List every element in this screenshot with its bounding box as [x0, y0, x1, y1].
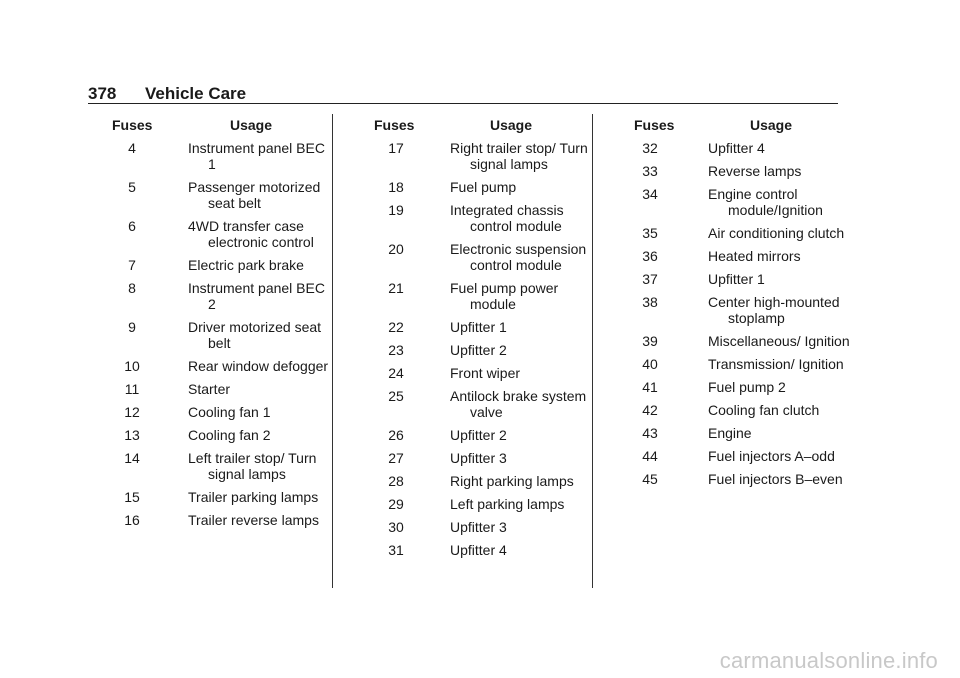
column-header — [112, 116, 328, 134]
fuse-usage: Reverse lamps — [708, 163, 802, 179]
fuse-number: 32 — [642, 140, 658, 156]
fuse-usage: Fuel injectors A–odd — [708, 448, 835, 464]
fuse-row — [634, 225, 854, 241]
fuse-row — [634, 471, 854, 487]
fuse-number: 5 — [128, 179, 136, 195]
fuse-row — [634, 163, 854, 179]
fuse-usage: Integrated chassis control module — [450, 202, 564, 234]
fuse-row — [634, 294, 854, 326]
fuse-usage: Fuel pump 2 — [708, 379, 786, 395]
fuse-row — [112, 218, 328, 250]
fuse-rows — [112, 140, 328, 528]
fuse-number: 39 — [642, 333, 658, 349]
fuse-row — [374, 319, 588, 335]
fuse-usage: Electronic suspension control module — [450, 241, 587, 273]
fuse-row — [112, 489, 328, 505]
fuse-number: 11 — [124, 381, 140, 397]
fuse-row — [634, 448, 854, 464]
watermark: carmanualsonline.info — [719, 648, 938, 673]
fuse-usage: Left trailer stop/ Turn signal lamps — [188, 450, 317, 482]
fuse-row — [374, 496, 588, 512]
fuse-number: 13 — [124, 427, 140, 443]
fuse-usage: Driver motorized seat belt — [188, 319, 322, 351]
fuse-number: 12 — [124, 404, 140, 420]
fuse-column-1 — [112, 116, 328, 535]
fuse-row — [112, 512, 328, 528]
fuse-row — [634, 271, 854, 287]
fuse-usage: Electric park brake — [188, 257, 304, 273]
fuse-rows — [634, 140, 854, 487]
fuse-number: 10 — [124, 358, 140, 374]
fuse-rows — [374, 140, 588, 558]
fuse-row — [112, 404, 328, 420]
fuse-usage: Transmission/ Ignition — [708, 356, 844, 372]
fuse-number: 38 — [642, 294, 658, 310]
fuse-row — [112, 427, 328, 443]
fuse-row — [374, 280, 588, 312]
fuse-usage: Passenger motorized seat belt — [188, 179, 321, 211]
fuse-number: 27 — [388, 450, 404, 466]
fuse-usage: Trailer parking lamps — [188, 489, 319, 505]
fuses-header: Fuses — [112, 117, 153, 133]
fuse-usage: Heated mirrors — [708, 248, 801, 264]
fuse-usage: Antilock brake system valve — [450, 388, 587, 420]
fuse-row — [374, 450, 588, 466]
fuse-row — [112, 381, 328, 397]
fuse-row — [374, 473, 588, 489]
fuse-row — [634, 356, 854, 372]
fuse-number: 44 — [642, 448, 658, 464]
fuse-row — [374, 342, 588, 358]
fuse-number: 42 — [642, 402, 658, 418]
fuse-number: 40 — [642, 356, 658, 372]
fuse-number: 4 — [128, 140, 136, 156]
fuse-number: 24 — [388, 365, 404, 381]
fuse-row — [374, 179, 588, 195]
fuse-number: 45 — [642, 471, 658, 487]
fuse-usage: Fuel pump — [450, 179, 517, 195]
usage-header: Usage — [750, 117, 793, 133]
fuse-usage: Upfitter 1 — [450, 319, 507, 335]
fuse-row — [112, 179, 328, 211]
fuse-number: 43 — [642, 425, 658, 441]
fuse-number: 35 — [642, 225, 658, 241]
fuse-row — [374, 202, 588, 234]
fuse-number: 26 — [388, 427, 404, 443]
fuse-usage: Upfitter 1 — [708, 271, 765, 287]
fuse-number: 33 — [642, 163, 658, 179]
fuse-row — [634, 333, 854, 349]
fuse-usage: Instrument panel BEC 1 — [188, 140, 325, 172]
page-header — [88, 84, 838, 104]
column-header — [374, 116, 588, 134]
fuse-usage: Cooling fan clutch — [708, 402, 820, 418]
fuse-usage: Engine — [708, 425, 752, 441]
fuse-row — [112, 450, 328, 482]
fuse-row — [112, 319, 328, 351]
fuse-usage: Upfitter 4 — [708, 140, 765, 156]
fuse-row — [374, 519, 588, 535]
fuse-usage: Cooling fan 1 — [188, 404, 271, 420]
fuse-number: 22 — [388, 319, 404, 335]
fuse-number: 9 — [128, 319, 136, 335]
fuse-row — [112, 140, 328, 172]
usage-header: Usage — [490, 117, 533, 133]
fuse-row — [374, 388, 588, 420]
fuse-usage: Upfitter 3 — [450, 519, 507, 535]
page-number: 378 — [88, 84, 117, 103]
fuse-number: 34 — [642, 186, 658, 202]
fuse-number: 21 — [388, 280, 404, 296]
fuse-usage: Right trailer stop/ Turn signal lamps — [450, 140, 588, 172]
fuse-row — [112, 280, 328, 312]
fuse-column-3 — [634, 116, 854, 494]
fuse-usage: Left parking lamps — [450, 496, 565, 512]
fuse-row — [634, 402, 854, 418]
fuse-number: 30 — [388, 519, 404, 535]
fuse-usage: Trailer reverse lamps — [188, 512, 319, 528]
fuse-usage: Center high-mounted stoplamp — [708, 294, 840, 326]
fuse-number: 20 — [388, 241, 404, 257]
fuse-row — [634, 248, 854, 264]
fuse-usage: Fuel pump power module — [450, 280, 559, 312]
fuse-number: 18 — [388, 179, 404, 195]
fuse-number: 41 — [642, 379, 658, 395]
fuse-row — [112, 358, 328, 374]
fuse-number: 17 — [388, 140, 404, 156]
fuse-number: 31 — [388, 542, 404, 558]
fuse-row — [634, 379, 854, 395]
fuse-usage: Starter — [188, 381, 231, 397]
fuse-usage: Miscellaneous/ Ignition — [708, 333, 850, 349]
fuse-usage: Instrument panel BEC 2 — [188, 280, 325, 312]
fuse-usage: Air conditioning clutch — [708, 225, 845, 241]
fuse-number: 28 — [388, 473, 404, 489]
fuse-number: 7 — [128, 257, 136, 273]
fuse-usage: Front wiper — [450, 365, 521, 381]
fuse-number: 37 — [642, 271, 658, 287]
fuse-row — [374, 427, 588, 443]
fuse-number: 16 — [124, 512, 140, 528]
fuse-row — [374, 140, 588, 172]
fuse-usage: Upfitter 2 — [450, 427, 507, 443]
fuse-number: 36 — [642, 248, 658, 264]
fuse-usage: Right parking lamps — [450, 473, 574, 489]
fuses-header: Fuses — [634, 117, 675, 133]
fuse-row — [374, 365, 588, 381]
fuse-row — [634, 140, 854, 156]
fuse-usage: 4WD transfer case electronic control — [188, 218, 314, 250]
fuse-usage: Engine control module/Ignition — [708, 186, 823, 218]
fuse-usage: Upfitter 2 — [450, 342, 507, 358]
fuse-row — [374, 542, 588, 558]
header-rule — [88, 103, 838, 104]
fuse-number: 29 — [388, 496, 404, 512]
fuse-number: 6 — [128, 218, 136, 234]
fuse-number: 25 — [388, 388, 404, 404]
fuse-column-2 — [374, 116, 588, 565]
fuse-number: 14 — [124, 450, 140, 466]
fuse-usage: Cooling fan 2 — [188, 427, 271, 443]
fuse-usage: Rear window defogger — [188, 358, 329, 374]
fuse-number: 8 — [128, 280, 136, 296]
fuse-usage: Fuel injectors B–even — [708, 471, 843, 487]
fuse-number: 19 — [388, 202, 404, 218]
fuse-row — [634, 186, 854, 218]
fuse-row — [112, 257, 328, 273]
fuse-row — [374, 241, 588, 273]
column-header — [634, 116, 854, 134]
fuse-number: 23 — [388, 342, 404, 358]
fuse-usage: Upfitter 3 — [450, 450, 507, 466]
section-title: Vehicle Care — [145, 84, 247, 103]
fuse-usage: Upfitter 4 — [450, 542, 507, 558]
fuses-header: Fuses — [374, 117, 415, 133]
fuse-row — [634, 425, 854, 441]
fuse-number: 15 — [124, 489, 140, 505]
usage-header: Usage — [230, 117, 273, 133]
